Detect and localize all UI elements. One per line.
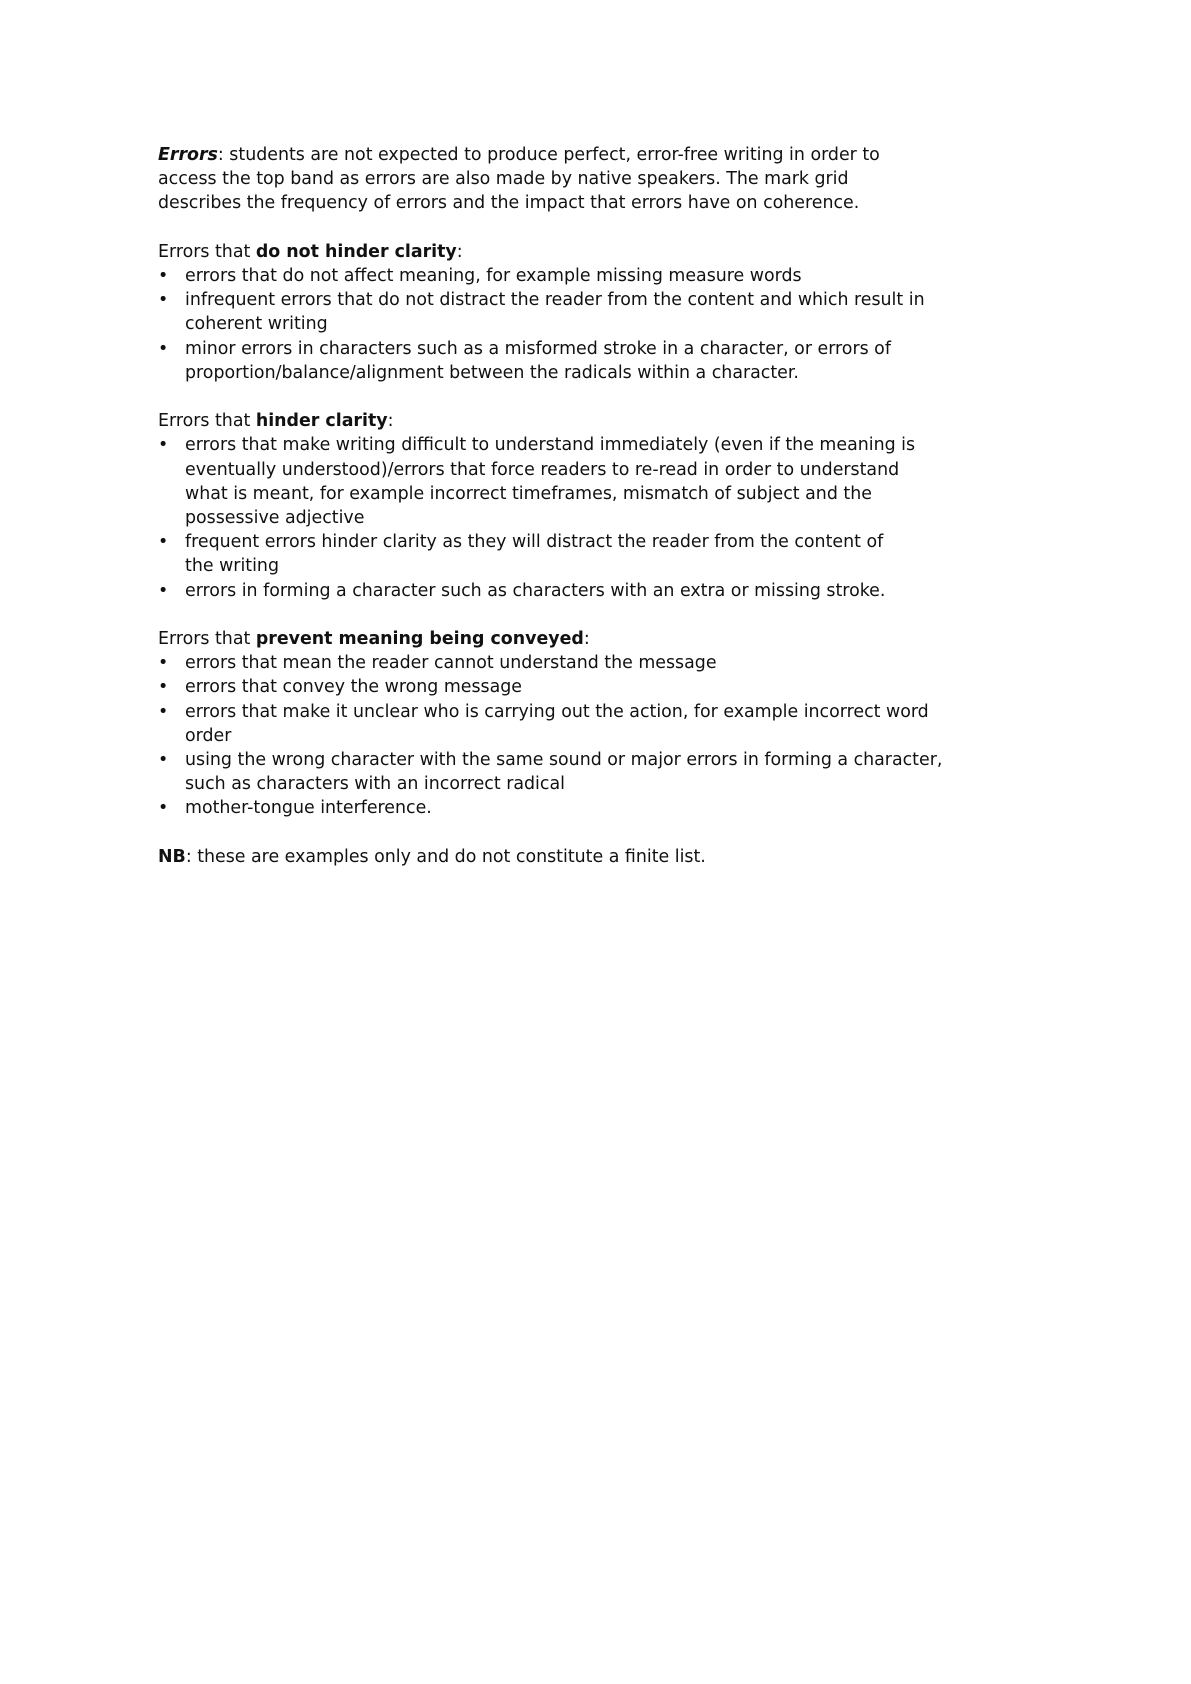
- note-label: NB: [158, 846, 186, 867]
- intro-paragraph: [158, 143, 1038, 216]
- intro-text: : students are not expected to produce perfect, error-free writing in order to access the top band as errors are also made by native speakers. The mark grid describes the frequency of errors and the impact that errors have on coherence.: [158, 145, 880, 214]
- document-body: [158, 143, 1038, 893]
- heading-prefix: Errors that: [158, 241, 256, 262]
- heading-prefix: Errors that: [158, 629, 256, 650]
- list-item: • errors that make it unclear who is carrying out the action, for example incorrect word order: [158, 700, 1038, 748]
- bullet-list: [158, 264, 1038, 385]
- section-heading: [158, 240, 1038, 264]
- heading-suffix: :: [387, 411, 394, 432]
- list-item: • using the wrong character with the same sound or major errors in forming a character, such as characters with an incorrect radical: [158, 748, 1038, 796]
- heading-bold: do not hinder clarity: [255, 241, 457, 262]
- list-item: • minor errors in characters such as a misformed stroke in a character, or errors of proportion/balance/alignment between the radicals within a character.: [158, 337, 1038, 385]
- heading-prefix: Errors that: [158, 411, 256, 432]
- list-item: • errors that mean the reader cannot understand the message: [158, 651, 1038, 675]
- section-heading: [158, 627, 1038, 651]
- heading-suffix: :: [583, 629, 590, 650]
- list-item: • errors that make writing difficult to understand immediately (even if the meaning is eventually understood)/errors that force readers to re-read in order to understand what is meant, for example incorrect timeframes, mismatch of subject and the possessive adjective: [158, 433, 1038, 530]
- note-paragraph: [158, 845, 1038, 869]
- section-heading: [158, 409, 1038, 433]
- bullet-list: [158, 651, 1038, 820]
- heading-bold: prevent meaning being conveyed: [255, 629, 584, 650]
- list-item: • errors in forming a character such as characters with an extra or missing stroke.: [158, 579, 1038, 603]
- list-item: • errors that do not affect meaning, for example missing measure words: [158, 264, 1038, 288]
- heading-suffix: :: [456, 241, 463, 262]
- list-item: • errors that convey the wrong message: [158, 675, 1038, 699]
- bullet-list: [158, 433, 1038, 602]
- list-item: • infrequent errors that do not distract the reader from the content and which result in coherent writing: [158, 288, 1038, 336]
- intro-term: Errors: [158, 145, 218, 165]
- list-item: • frequent errors hinder clarity as they will distract the reader from the content of the writing: [158, 530, 1038, 578]
- note-text: : these are examples only and do not constitute a finite list.: [185, 846, 706, 867]
- list-item: • mother-tongue interference.: [158, 796, 1038, 820]
- heading-bold: hinder clarity: [255, 411, 388, 432]
